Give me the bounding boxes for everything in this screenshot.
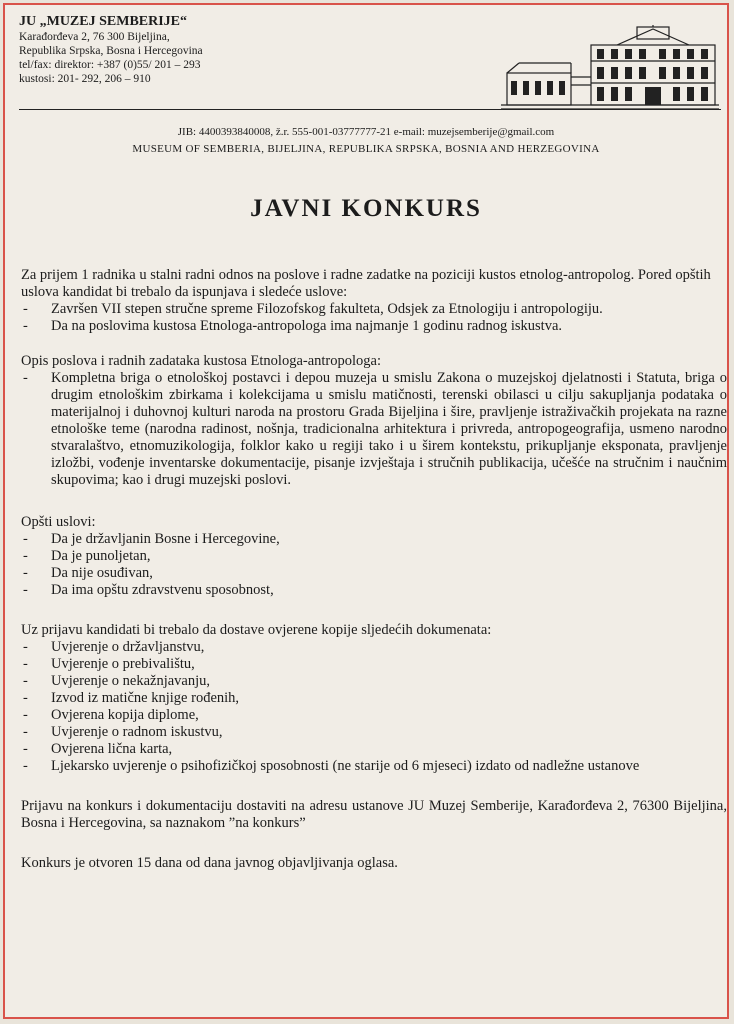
- document-frame: [3, 3, 729, 1019]
- list-item: - Kompletna briga o etnološkoj postavci i depou muzeja u smislu Zakona o muzejskoj djelatnosti i Statuta, briga o drugim etnološkim zbirkama i kolekcijama u smislu matičnosti, terenski obilasci u cilju sakupljanja podataka o materijalnoj i duhovnoj kulturi naroda na prostoru Grada Bijeljina i šire, pravljenje istraživačkih projekata na razne etnološke teme (narodna radinost, nošnja, tradicionalna arhitektura i privreda, antropogeografija, usmeno narodno stvaralaštvo, etnomuzikologija, folklor kako u regiji tako i u širem kontekstu, prikupljanje eksponata, pravljenje izložbi, vođenje inventarske dokumentacije, pisanje izvještaja i stručnih publikacija, učešće na stručnim i naučnim skupovima; kao i drugi muzejski poslovi.: [21, 370, 727, 489]
- list-item: - Da je punoljetan,: [21, 548, 727, 565]
- list-item: - Uvjerenje o državljanstvu,: [21, 639, 727, 656]
- general-conditions-list: [21, 531, 727, 599]
- list-item: - Uvjerenje o radnom iskustvu,: [21, 724, 727, 741]
- address-line: Karađorđeva 2, 76 300 Bijeljina,: [19, 31, 170, 43]
- org-name: JU „MUZEJ SEMBERIJE“: [19, 14, 188, 29]
- phone-line: tel/fax: direktor: +387 (0)55/ 201 – 293: [19, 59, 201, 71]
- list-item: - Ovjerena lična karta,: [21, 741, 727, 758]
- general-conditions-heading: Opšti uslovi:: [21, 514, 96, 530]
- registration-line: JIB: 4400393840008, ž.r. 555-001-03777777-21 e-mail: muzejsemberije@gmail.com: [177, 126, 555, 138]
- job-description-heading: Opis poslova i radnih zadataka kustosa Etnologa-antropologa:: [21, 353, 381, 369]
- documents-list: [21, 639, 727, 775]
- list-item: - Završen VII stepen stručne spreme Filozofskog fakulteta, Odsjek za Etnologiju i antropologiju.: [21, 301, 727, 318]
- address-line: Republika Srpska, Bosna i Hercegovina: [19, 45, 203, 57]
- list-item: - Uvjerenje o prebivalištu,: [21, 656, 727, 673]
- list-item: - Da na poslovima kustosa Etnologa-antropologa ima najmanje 1 godinu radnog iskustva.: [21, 318, 727, 335]
- announcement-body: [21, 267, 727, 872]
- list-item: - Uvjerenje o nekažnjavanju,: [21, 673, 727, 690]
- duration-text: Konkurs je otvoren 15 dana od dana javnog objavljivanja oglasa.: [21, 855, 398, 871]
- curators-phone-line: kustosi: 201- 292, 206 – 910: [19, 73, 151, 85]
- requirements-list: [21, 301, 727, 335]
- list-item: - Izvod iz matične knjige rođenih,: [21, 690, 727, 707]
- letterhead-contact: [19, 13, 349, 86]
- header-divider: [19, 109, 721, 110]
- page-title: JAVNI KONKURS: [250, 195, 482, 222]
- list-item: - Da je državljanin Bosne i Hercegovine,: [21, 531, 727, 548]
- intro-text: Za prijem 1 radnika u stalni radni odnos na poslove i radne zadatke na poziciji kustos etnolog-antropolog. Pored opštih uslova kandidat bi trebalo da ispunjava i sledeće uslove:: [21, 267, 711, 300]
- list-item: - Da ima opštu zdravstvenu sposobnost,: [21, 582, 727, 599]
- list-item: - Da nije osuđivan,: [21, 565, 727, 582]
- list-item: - Ovjerena kopija diplome,: [21, 707, 727, 724]
- list-item: - Ljekarsko uvjerenje o psihofizičkoj sposobnosti (ne starije od 6 mjeseci) izdato od nadležne ustanove: [21, 758, 727, 775]
- job-description-list: [21, 370, 727, 489]
- museum-building-icon: [499, 25, 721, 117]
- documents-heading: Uz prijavu kandidati bi trebalo da dostave ovjerene kopije sljedećih dokumenata:: [21, 622, 492, 638]
- museum-english-name: MUSEUM OF SEMBERIA, BIJELJINA, REPUBLIKA SRPSKA, BOSNIA AND HERZEGOVINA: [132, 143, 600, 155]
- submission-text: Prijavu na konkurs i dokumentaciju dostaviti na adresu ustanove JU Muzej Semberije, Karađorđeva 2, 76300 Bijeljina, Bosna i Hercegovina, sa naznakom ”na konkurs”: [21, 798, 727, 831]
